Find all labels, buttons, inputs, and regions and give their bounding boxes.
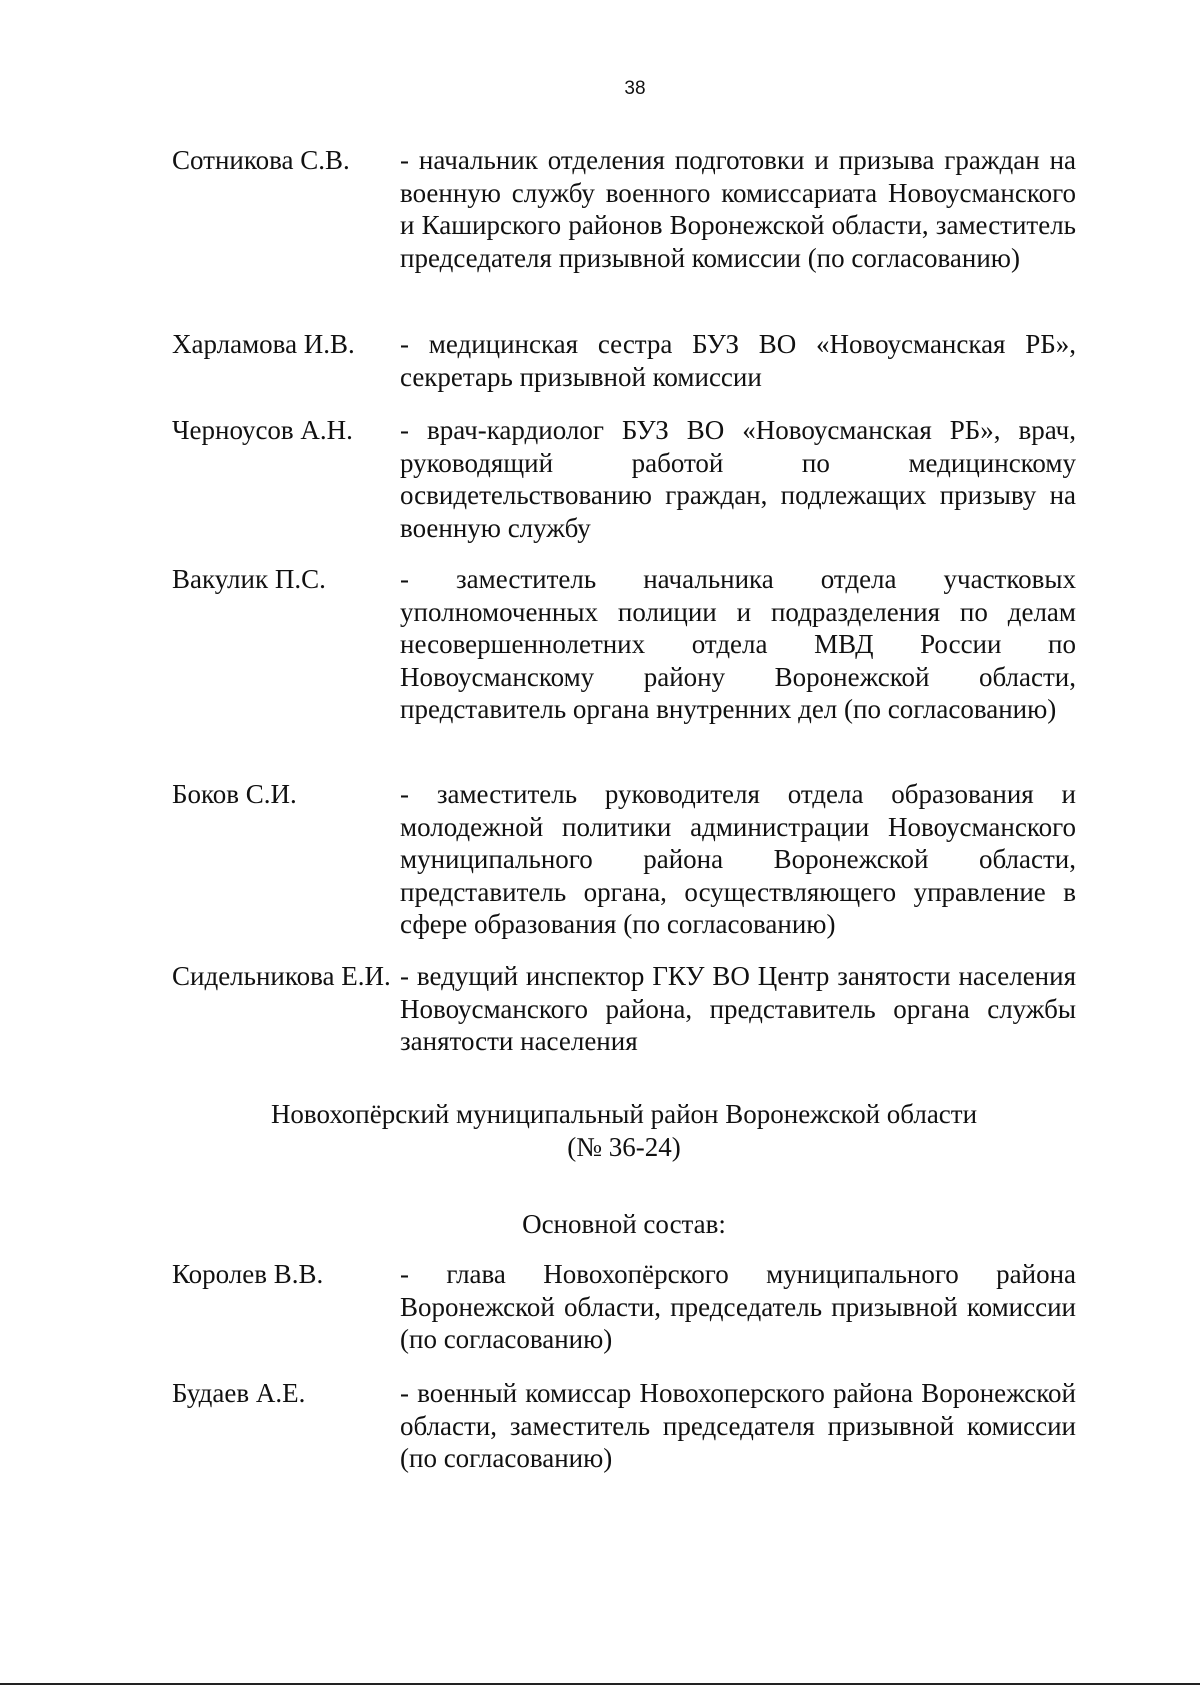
member-description: - заместитель руководителя отдела образования и молодежной политики администрации Новоусманского муниципального района Воронежской области, представитель органа, осуществляющего управление в сфере образования (по согласованию) [400,779,1076,939]
member-entry [172,328,1076,393]
member-name: Черноусов А.Н. [172,415,353,445]
member-name: Сидельникова Е.И. [172,961,391,991]
composition-heading: Основной состав: [522,1209,726,1239]
member-entry [172,414,1076,544]
member-name: Вакулик П.С. [172,564,326,594]
member-entry [172,1258,1076,1356]
member-description: - медицинская сестра БУЗ ВО «Новоусманская РБ», секретарь призывной комиссии [400,329,1076,392]
member-description: - глава Новохопёрского муниципального района Воронежской области, председатель призывной комиссии (по согласованию) [400,1259,1076,1354]
member-name: Боков С.И. [172,779,297,809]
member-name: Сотникова С.В. [172,145,350,175]
member-description: - военный комиссар Новохоперского района Воронежской области, заместитель председателя призывной комиссии (по согласованию) [400,1378,1076,1473]
member-description: - заместитель начальника отдела участковых уполномоченных полиции и подразделения по делам несовершеннолетних отдела МВД России по Новоусманскому району Воронежской области, представитель органа внутренних дел (по согласованию) [400,564,1076,724]
district-heading-title: Новохопёрский муниципальный район Воронежской области [270,1099,978,1129]
member-name: Королев В.В. [172,1259,324,1289]
member-description: - врач-кардиолог БУЗ ВО «Новоусманская РБ», врач, руководящий работой по медицинскому освидетельствованию граждан, подлежащих призыву на военную службу [400,415,1076,543]
member-entry [172,1377,1076,1475]
district-heading [172,1098,1076,1163]
member-name: Будаев А.Е. [172,1378,306,1408]
member-description: - ведущий инспектор ГКУ ВО Центр занятости населения Новоусманского района, представитель органа службы занятости населения [400,961,1076,1056]
member-entry [172,144,1076,274]
member-entry [172,778,1076,941]
page-bottom-rule [0,1683,1200,1685]
district-heading-number: (№ 36-24) [567,1131,681,1162]
member-description: - начальник отделения подготовки и призыва граждан на военную службу военного комиссариата Новоусманского и Каширского районов Воронежской области, заместитель председателя призывной комиссии (по согласованию) [400,145,1076,273]
member-name: Харламова И.В. [172,329,355,359]
page-number: 38 [624,78,646,99]
member-entry [172,960,1076,1058]
member-entry [172,563,1076,726]
